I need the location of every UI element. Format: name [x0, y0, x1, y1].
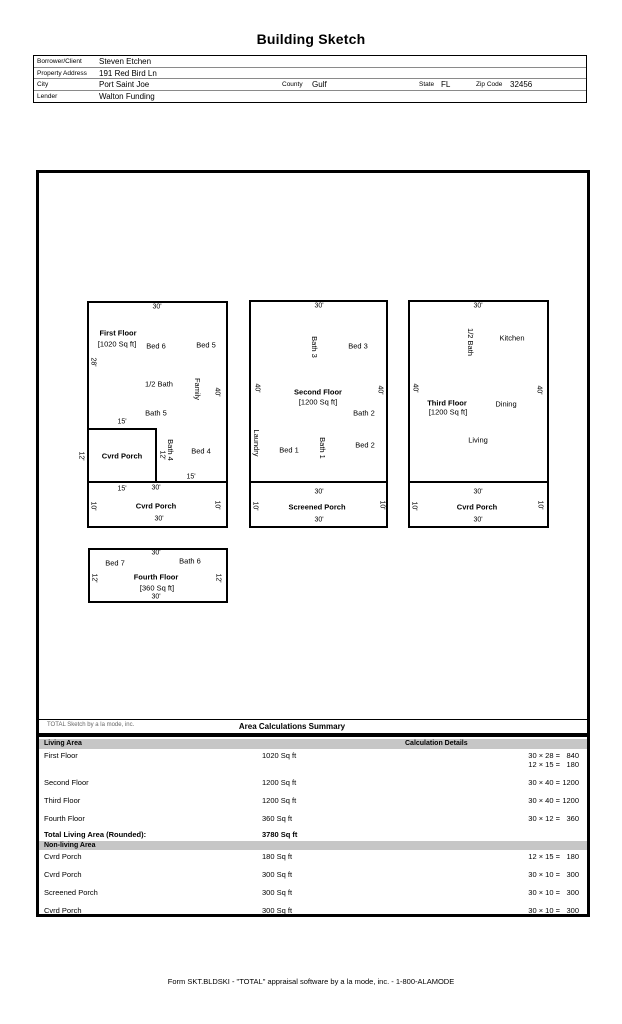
- fourth-floor-outline: [88, 548, 228, 603]
- sketch-footer-rule: [39, 719, 587, 720]
- dimension-label: 40': [213, 387, 221, 397]
- calc-expression: 12 × 15 =: [528, 852, 560, 861]
- calculation-line: [528, 870, 579, 879]
- dimension-label: 10': [251, 501, 259, 511]
- table-row: [34, 79, 586, 91]
- row-calculations: [528, 906, 579, 915]
- summary-row: [39, 812, 587, 830]
- dimension-label: 12': [90, 573, 98, 583]
- room-label: [360 Sq ft]: [139, 583, 175, 593]
- summary-row: [39, 749, 587, 776]
- dimension-label: 40': [253, 383, 261, 393]
- room-label: 1/2 Bath: [145, 379, 173, 389]
- room-label: 1/2 Bath: [465, 328, 475, 356]
- row-name: Cvrd Porch: [44, 906, 82, 915]
- floor-title-label: First Floor: [99, 328, 137, 338]
- dimension-label: 30': [151, 484, 161, 492]
- dimension-label: 30': [154, 515, 164, 523]
- table-row: [34, 91, 586, 102]
- calc-result: 1200: [562, 777, 579, 787]
- row-area: 180 Sq ft: [262, 852, 293, 861]
- dimension-label: 12': [158, 450, 166, 460]
- summary-row: [39, 868, 587, 886]
- dimension-label: 28': [89, 357, 97, 367]
- row-calculations: [528, 888, 579, 897]
- calc-result: 300: [566, 870, 579, 879]
- room-label: [1020 Sq ft]: [97, 339, 137, 349]
- section-heading: Non-living Area: [44, 841, 96, 849]
- section-heading-bar: [39, 739, 587, 749]
- first-floor-outline: [77, 301, 228, 483]
- summary-row: [39, 904, 587, 922]
- calc-expression: 30 × 10 =: [528, 870, 560, 879]
- calculation-line: [528, 796, 579, 805]
- table-row: [34, 56, 586, 68]
- calculation-line: [528, 906, 579, 915]
- borrower-value: Steven Etchen: [99, 57, 152, 66]
- row-name: First Floor: [44, 750, 78, 760]
- dimension-label: 30': [151, 593, 161, 601]
- state-label: State: [419, 81, 435, 88]
- room-label: Bed 1: [279, 445, 299, 455]
- room-label: [1200 Sq ft]: [428, 407, 468, 417]
- second-floor-outline: [249, 300, 388, 483]
- calculation-line: [528, 814, 579, 823]
- row-area: 300 Sq ft: [262, 888, 293, 897]
- row-area: 300 Sq ft: [262, 870, 293, 879]
- calculation-line: [528, 760, 579, 769]
- row-calculations: [528, 751, 579, 769]
- page-title: Building Sketch: [256, 31, 366, 47]
- room-label: Bed 6: [146, 341, 166, 351]
- row-calculations: [528, 796, 579, 805]
- row-name: Fourth Floor: [44, 813, 85, 823]
- property-info-table: [33, 55, 587, 103]
- third-floor-outline: [408, 300, 549, 483]
- total-label: Total Living Area (Rounded):: [44, 829, 147, 839]
- section-heading: Living Area: [44, 740, 82, 747]
- calc-expression: 12 × 15 =: [528, 759, 560, 769]
- floor-title-label: Cvrd Porch: [456, 502, 498, 512]
- total-living-area-row: [39, 830, 587, 838]
- dimension-label: 40': [535, 385, 543, 395]
- floor-title-label: Screened Porch: [288, 502, 346, 512]
- row-area: 1200 Sq ft: [262, 795, 297, 805]
- dimension-label: 40': [411, 383, 419, 393]
- row-calculations: [528, 778, 579, 787]
- summary-body: [39, 736, 587, 922]
- floor-title-label: Third Floor: [427, 398, 467, 408]
- room-label: [1200 Sq ft]: [298, 397, 338, 407]
- dimension-label: 10': [213, 500, 221, 510]
- calc-expression: 30 × 10 =: [528, 888, 560, 897]
- room-label: Bath 4: [165, 439, 175, 461]
- room-label: Bath 2: [353, 408, 375, 418]
- dimension-label: 15': [117, 418, 127, 426]
- row-area: 1200 Sq ft: [262, 777, 297, 787]
- city-value: Port Saint Joe: [99, 80, 150, 89]
- county-value: Gulf: [312, 80, 327, 89]
- dimension-label: 15': [186, 473, 196, 481]
- dimension-label: 40': [376, 385, 384, 395]
- room-label: Bed 2: [355, 440, 375, 450]
- room-label: Bed 5: [196, 340, 216, 350]
- calc-expression: 30 × 40 =: [528, 795, 560, 805]
- county-label: County: [282, 81, 303, 88]
- summary-row: [39, 776, 587, 794]
- calc-expression: 30 × 12 =: [528, 813, 560, 823]
- calc-result: 840: [566, 750, 579, 760]
- zip-value: 32456: [510, 80, 533, 89]
- dimension-label: 30': [152, 303, 162, 311]
- calculation-line: [528, 778, 579, 787]
- screened-porch-outline: [249, 483, 388, 528]
- calculation-line: [528, 852, 579, 861]
- calc-result: 180: [566, 852, 579, 861]
- dimension-label: 30': [473, 488, 483, 496]
- room-label: Bath 3: [309, 336, 319, 358]
- room-label: Family: [192, 377, 202, 401]
- floor-title-label: Second Floor: [294, 387, 342, 397]
- zip-label: Zip Code: [476, 81, 503, 88]
- floor-title-label: Cvrd Porch: [101, 451, 143, 461]
- dimension-label: 10': [89, 501, 97, 511]
- dimension-label: 30': [151, 549, 161, 557]
- row-name: Cvrd Porch: [44, 870, 82, 879]
- dimension-label: 15': [117, 485, 127, 493]
- room-label: Bed 4: [191, 446, 211, 456]
- row-name: Cvrd Porch: [44, 852, 82, 861]
- summary-row: [39, 850, 587, 868]
- room-label: Living: [468, 435, 488, 445]
- third-floor-cvrd-porch-outline: [408, 483, 549, 528]
- lender-value: Walton Funding: [99, 91, 155, 101]
- calc-result: 360: [566, 813, 579, 823]
- dimension-label: 30': [314, 488, 324, 496]
- dimension-label: 30': [473, 516, 483, 524]
- calc-expression: 30 × 40 =: [528, 777, 560, 787]
- floor-title-label: Cvrd Porch: [135, 501, 177, 511]
- dimension-label: 12': [77, 451, 85, 461]
- dimension-label: 30': [314, 302, 324, 310]
- dimension-label: 10': [410, 501, 418, 511]
- room-label: Kitchen: [499, 333, 525, 343]
- dimension-label: 30': [314, 516, 324, 524]
- row-area: 360 Sq ft: [262, 813, 293, 823]
- dimension-label: 10': [378, 500, 386, 510]
- state-value: FL: [441, 80, 451, 89]
- row-name: Second Floor: [44, 777, 89, 787]
- property-address-label: Property Address: [37, 69, 87, 77]
- summary-title: Area Calculations Summary: [238, 722, 346, 731]
- row-calculations: [528, 852, 579, 861]
- row-name: Screened Porch: [44, 888, 98, 897]
- row-calculations: [528, 814, 579, 823]
- room-label: Bed 3: [348, 341, 368, 351]
- total-area: 3780 Sq ft: [262, 829, 298, 839]
- room-label: Bed 7: [105, 558, 125, 568]
- calc-expression: 30 × 10 =: [528, 906, 560, 915]
- summary-row: [39, 886, 587, 904]
- room-label: Bath 6: [179, 556, 201, 566]
- calculation-line: [528, 888, 579, 897]
- dimension-label: 30': [473, 302, 483, 310]
- calc-result: 1200: [562, 795, 579, 805]
- calculation-line: [528, 751, 579, 760]
- lender-label: Lender: [37, 92, 58, 100]
- room-label: Laundry: [251, 429, 261, 457]
- calc-expression: 30 × 28 =: [528, 750, 560, 760]
- dimension-label: 12': [214, 573, 222, 583]
- row-area: 1020 Sq ft: [262, 750, 297, 760]
- calc-result: 180: [566, 759, 579, 769]
- room-label: Dining: [495, 399, 517, 409]
- row-area: 300 Sq ft: [262, 906, 293, 915]
- form-footer: Form SKT.BLDSKI - "TOTAL" appraisal software by a la mode, inc. - 1-800-ALAMODE: [167, 977, 455, 986]
- summary-row: [39, 794, 587, 812]
- calc-result: 300: [566, 906, 579, 915]
- property-address-value: 191 Red Bird Ln: [99, 68, 157, 78]
- first-floor-cvrd-porch-outline: [87, 483, 228, 528]
- table-row: [34, 68, 586, 80]
- city-label: City: [37, 81, 49, 88]
- sketch-branding: TOTAL Sketch by a la mode, inc.: [47, 722, 135, 728]
- section-heading-bar: [39, 841, 587, 851]
- room-label: Bath 5: [145, 408, 167, 418]
- dimension-label: 10': [536, 500, 544, 510]
- calc-result: 300: [566, 888, 579, 897]
- row-calculations: [528, 870, 579, 879]
- row-name: Third Floor: [44, 795, 81, 805]
- room-label: Bath 1: [317, 437, 327, 459]
- calculation-details-heading: Calculation Details: [405, 740, 468, 747]
- borrower-label: Borrower/Client: [37, 58, 82, 65]
- floor-title-label: Fourth Floor: [133, 572, 179, 582]
